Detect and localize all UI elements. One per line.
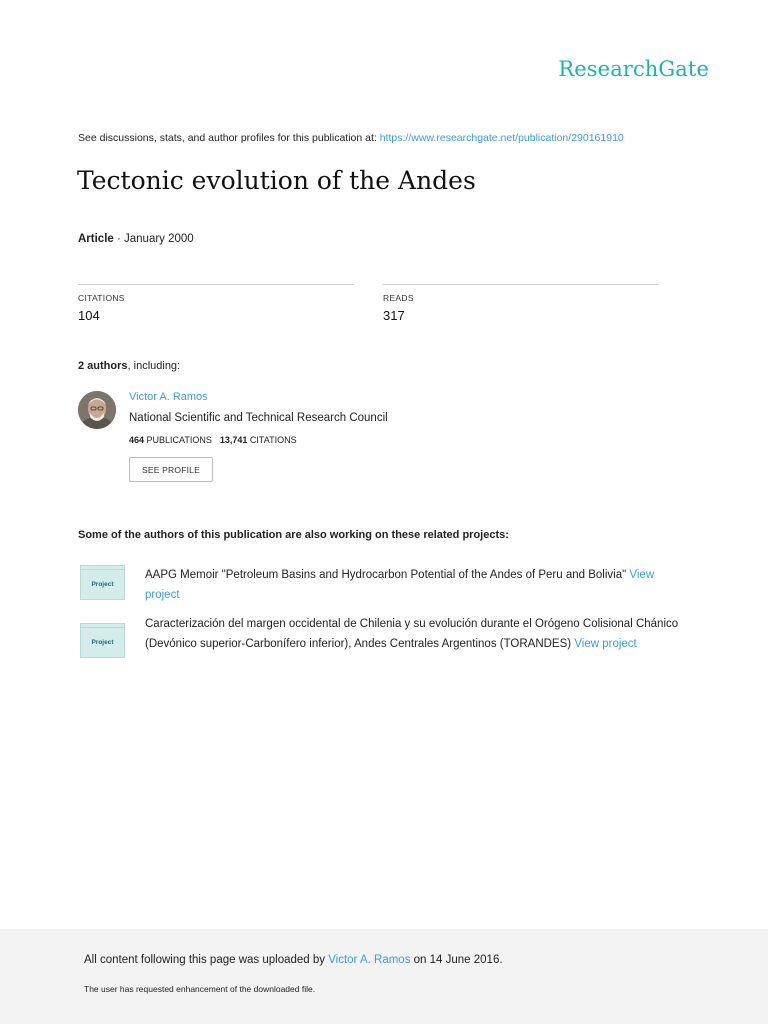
researchgate-logo[interactable]: ResearchGate — [558, 57, 709, 81]
citations-label: CITATIONS — [78, 293, 125, 303]
see-profile-button[interactable]: SEE PROFILE — [129, 457, 213, 482]
projects-heading: Some of the authors of this publication are also working on these related projects: — [78, 529, 509, 541]
author-name-link[interactable]: Victor A. Ramos — [129, 391, 208, 403]
view-project-link[interactable]: View project — [574, 638, 637, 650]
discussion-prefix: See discussions, stats, and author profiles for this publication at: — [78, 132, 380, 144]
project-folder-icon[interactable] — [80, 623, 125, 658]
article-title: Tectonic evolution of the Andes — [77, 166, 476, 195]
authors-heading — [78, 360, 180, 372]
upload-footer — [0, 929, 768, 1024]
author-citations-count: 13,741 — [219, 435, 248, 445]
publication-url-link[interactable]: https://www.researchgate.net/publication/290161910 — [379, 132, 624, 144]
reads-value: 317 — [383, 308, 405, 323]
author-publications-label: PUBLICATIONS — [144, 435, 212, 445]
citations-stat — [78, 284, 354, 323]
author-stats — [129, 435, 297, 445]
author-citations-label: CITATIONS — [247, 435, 297, 445]
article-meta — [78, 233, 194, 245]
enhancement-note: The user has requested enhancement of the downloaded file. — [84, 984, 316, 994]
view-project-link[interactable]: View project — [145, 569, 655, 601]
article-date: · January 2000 — [113, 233, 194, 245]
reads-label: READS — [383, 293, 414, 303]
avatar-photo-icon — [78, 391, 116, 429]
citations-value: 104 — [78, 308, 100, 323]
discussion-note — [78, 132, 624, 144]
upload-info — [84, 954, 503, 966]
project-title: Caracterización del margen occidental de Chilenia y su evolución durante el Orógeno Colisional Chánico (Devónico superior-Carbonífero inferior), Andes Centrales Argentinos (TORANDES) — [145, 618, 679, 650]
author-institution: National Scientific and Technical Research Council — [129, 412, 388, 424]
uploader-link[interactable]: Victor A. Ramos — [328, 954, 411, 966]
project-folder-label: Project — [91, 639, 114, 646]
project-folder-icon[interactable] — [80, 565, 125, 600]
reads-stat — [383, 284, 659, 323]
article-type: Article — [78, 233, 114, 245]
author-avatar[interactable] — [78, 391, 116, 429]
upload-prefix: All content following this page was uploaded by — [84, 954, 329, 966]
authors-including: , including: — [127, 360, 181, 372]
authors-count: 2 authors — [78, 360, 128, 372]
project-title: AAPG Memoir "Petroleum Basins and Hydrocarbon Potential of the Andes of Peru and Bolivia" — [145, 569, 630, 581]
project-item — [145, 565, 690, 605]
project-folder-label: Project — [91, 581, 114, 588]
author-publications-count: 464 — [129, 435, 145, 445]
upload-date: on 14 June 2016. — [410, 954, 503, 966]
project-item — [145, 614, 690, 654]
